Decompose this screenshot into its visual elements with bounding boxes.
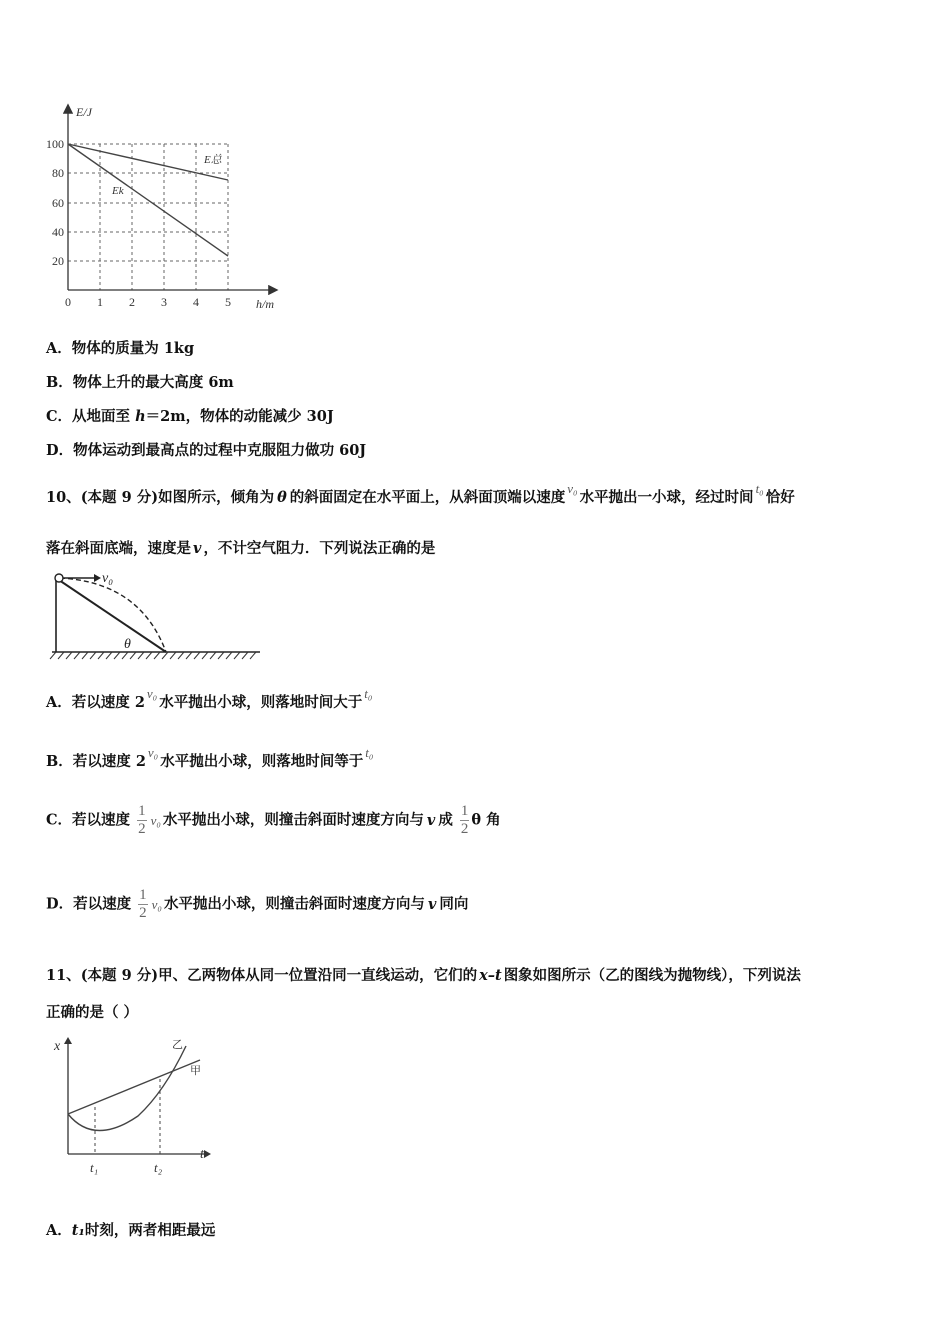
x-tick: 2: [129, 295, 135, 309]
ball: [55, 574, 63, 582]
y-tick: 60: [52, 196, 64, 210]
y-tick: 40: [52, 225, 64, 239]
e-total-label: E总: [204, 154, 222, 166]
x-tick: 4: [193, 295, 199, 309]
y-tick: 100: [46, 137, 64, 151]
q10-option-a[interactable]: A．若以速度 2v₀水平抛出小球，则落地时间大于t₀: [46, 686, 373, 711]
fraction-half: $\frac{1}{2}$: [460, 803, 469, 837]
q9-option-a[interactable]: A．物体的质量为 1kg: [46, 340, 195, 357]
q10-option-b[interactable]: B．若以速度 2v₀水平抛出小球，则落地时间等于t₀: [46, 745, 374, 770]
jia-label: 甲: [190, 1065, 201, 1077]
ground-hatch: [50, 652, 256, 659]
x-tick: 5: [225, 295, 231, 309]
x-axis-label: h/m: [256, 297, 274, 311]
fraction-half: $\frac{1}{2}$: [139, 887, 147, 921]
q10-stem-line1: 10、(本题 9 分)如图所示，倾角为 θ 的斜面固定在水平面上，从斜面顶端以速度v₀水平抛出一小球，经过时间t₀恰好: [46, 481, 795, 506]
x-axis-label: x: [54, 1039, 61, 1054]
q11-option-a[interactable]: A．t₁时刻，两者相距最远: [46, 1222, 216, 1239]
yi-label: 乙: [172, 1039, 183, 1051]
v0-label: v₀: [102, 571, 114, 586]
q10-option-d[interactable]: D．若以速度 $\frac{1}{2}$ v₀ 水平抛出小球，则撞击斜面时速度方向与 v 同向: [46, 887, 469, 921]
q9-option-d[interactable]: D．物体运动到最高点的过程中克服阻力做功 60J: [46, 442, 367, 459]
energy-height-graph: [40, 102, 290, 317]
yi-curve: [68, 1046, 186, 1131]
q9-option-c[interactable]: C．从地面至 h＝2m，物体的动能减少 30J: [46, 408, 334, 425]
q11-stem-line1: 11、(本题 9 分)甲、乙两物体从同一位置沿同一直线运动，它们的 x–t 图象如图所示（乙的图线为抛物线），下列说法: [46, 967, 801, 984]
x-tick: 0: [65, 295, 71, 309]
ek-label: Ek: [112, 185, 124, 197]
q10-option-c[interactable]: C．若以速度 $\frac{1}{2}$ v₀ 水平抛出小球，则撞击斜面时速度方向与 v 成 $\frac{1}{2}$ θ 角: [46, 803, 501, 837]
t1-label: t₁: [90, 1160, 99, 1175]
y-tick: 20: [52, 254, 64, 268]
q10-stem-line2: 落在斜面底端，速度是 v ，不计空气阻力．下列说法正确的是: [46, 540, 436, 557]
t2-label: t₂: [154, 1160, 163, 1175]
t-axis-label: t: [200, 1147, 204, 1162]
x-t-graph: [52, 1034, 217, 1182]
incline-projectile-figure: [44, 566, 266, 664]
y-tick: 80: [52, 166, 64, 180]
theta-label: θ: [124, 637, 131, 652]
q9-option-b[interactable]: B．物体上升的最大高度 6m: [46, 374, 234, 391]
jia-line: [68, 1060, 200, 1114]
x-tick: 1: [97, 295, 103, 309]
x-tick: 3: [161, 295, 167, 309]
q11-stem-line2: 正确的是（ ）: [46, 1004, 139, 1021]
fraction-half: $\frac{1}{2}$: [138, 803, 146, 837]
y-axis-label: E/J: [76, 105, 92, 119]
